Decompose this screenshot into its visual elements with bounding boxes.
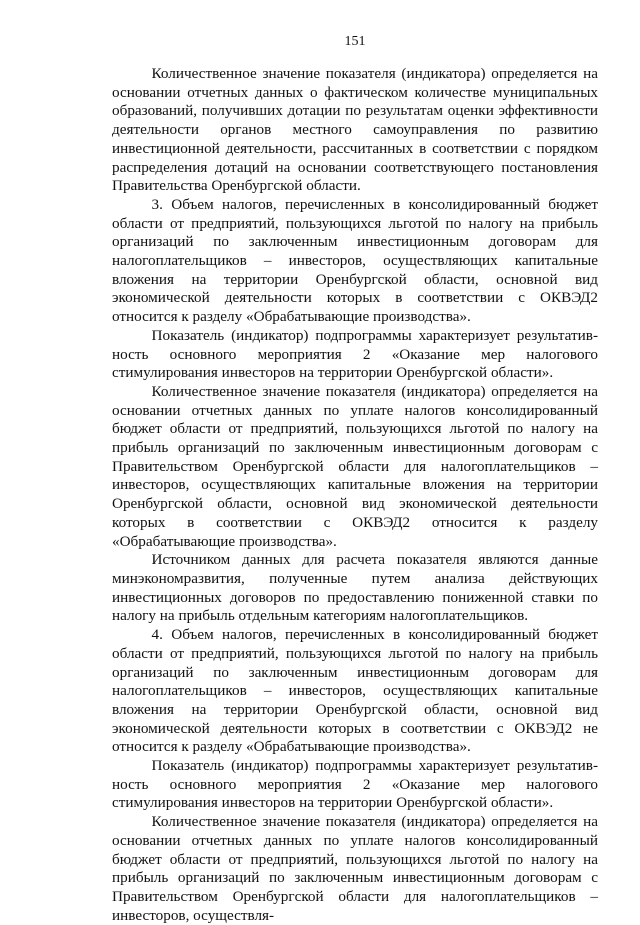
paragraph-indicator-value-municipalities: Количественное значение показателя (индикатора) определяется на основании отчетных данных о фактическом количестве муниципальных образований, получивших дотации по результатам оценки эффективности деятельности органов местного самоуправления по развитию инвестиционной деятельности, рассчитанных в соответствии с порядком распределения дотаций на основании соответствующего постановления Правительства Оренбургской области. — [112, 65, 598, 195]
paragraph-data-source: Источником данных для расчета показателя являются данные минэкономразвития, полученные путем анализа действующих инвестиционных договоров по предоставлению пониженной ставки по налогу на прибыль отдельным категориям налогоплательщиков. — [112, 551, 598, 625]
paragraph-indicator-characterizes-2: Показатель (индикатор) подпрограммы характеризует результативность основного мероприятия 2 «Оказание мер налогового стимулирования инвесторов на территории Оренбургской области». — [112, 757, 598, 812]
paragraph-item-4: 4. Объем налогов, перечисленных в консолидированный бюджет области от предприятий, пользующихся льготой по налогу на прибыль организаций по заключенным инвестиционным договорам для налогоплательщиков – инвесторов, осуществляющих капитальные вложения на территории Оренбургской области, основной вид экономической деятельности которых в соответствии с ОКВЭД2 не относится к разделу «Обрабатывающие производства». — [112, 626, 598, 756]
page-number: 151 — [344, 34, 366, 49]
paragraph-indicator-value-non-manufacturing: Количественное значение показателя (индикатора) определяется на основании отчетных данных по уплате налогов консолидированный бюджет области от предприятий, пользующихся льготой по налогу на прибыль организаций по заключенным инвестиционным договорам с Правительством Оренбургской области для налогоплательщиков – инвесторов, осуществля- — [112, 813, 598, 924]
paragraph-indicator-value-manufacturing: Количественное значение показателя (индикатора) определяется на основании отчетных данных по уплате налогов консолидированный бюджет области от предприятий, пользующихся льготой по налогу на прибыль организаций по заключенным инвестиционным договорам с Правительством Оренбургской области для налогоплательщиков – инвесторов, осуществляющих капитальные вложения на территории Оренбургской области, основной вид экономической деятельности которых в соответствии с ОКВЭД2 относится к разделу «Обрабатывающие производства». — [112, 382, 598, 550]
paragraph-indicator-characterizes-1: Показатель (индикатор) подпрограммы характеризует результативность основного мероприятия 2 «Оказание мер налогового стимулирования инвесторов на территории Оренбургской области». — [112, 326, 598, 382]
paragraph-item-3: 3. Объем налогов, перечисленных в консолидированный бюджет области от предприятий, пользующихся льготой по налогу на прибыль организаций по заключенным инвестиционным договорам для налогоплательщиков – инвесторов, осуществляющих капитальные вложения на территории Оренбургской области, основной вид экономической деятельности которых в соответствии с ОКВЭД2 относится к разделу «Обрабатывающие производства». — [112, 195, 598, 326]
